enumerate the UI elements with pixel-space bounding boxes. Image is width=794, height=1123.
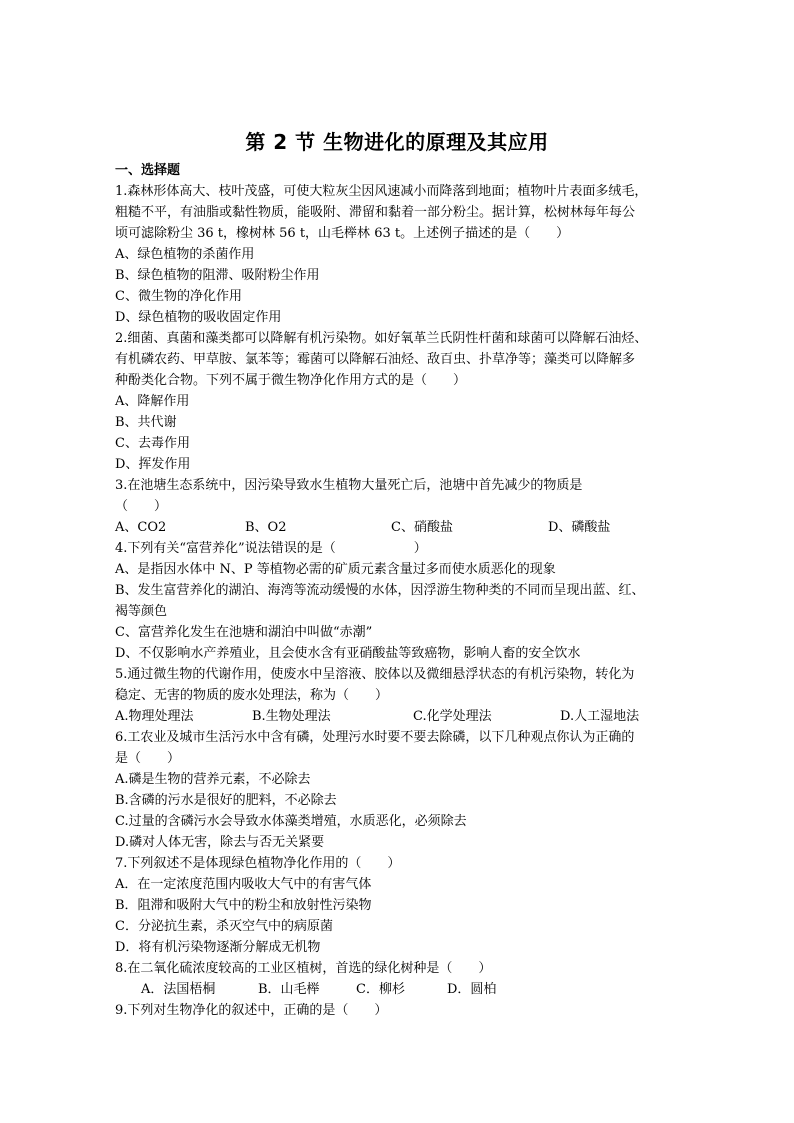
- question-1-text-line-3: 顷可滤除粉尘 36 t，橡树林 56 t，山毛榉林 63 t。上述例子描述的是（ ）: [115, 226, 570, 241]
- question-6-option-c: C.过量的含磷污水会导致水体藻类增殖，水质恶化，必须除去: [115, 814, 467, 829]
- question-5-option-a: A.物理处理法: [115, 709, 194, 724]
- question-4-text-line-1: 4.下列有关“富营养化”说法错误的是（ ）: [115, 541, 427, 556]
- question-2-text-line-1: 2.细菌、真菌和藻类都可以降解有机污染物。如好氧革兰氏阴性杆菌和球菌可以降解石油烃、: [115, 331, 648, 346]
- question-6-option-a: A.磷是生物的营养元素，不必除去: [115, 772, 311, 787]
- question-3-option-b: B、O2: [245, 520, 287, 535]
- question-8-option-b: B．山毛榉: [258, 982, 320, 997]
- question-1-option-c: C、微生物的净化作用: [115, 289, 242, 304]
- question-2-text-line-2: 有机磷农药、甲草胺、氯苯等；霉菌可以降解石油烃、敌百虫、扑草净等；藻类可以降解多: [115, 352, 636, 367]
- question-2-option-c: C、去毒作用: [115, 436, 190, 451]
- question-7-option-c: C．分泌抗生素，杀灭空气中的病原菌: [115, 919, 333, 934]
- question-3-text-line-2: （ ）: [115, 499, 168, 514]
- question-2-option-d: D、挥发作用: [115, 457, 191, 472]
- question-6-option-d: D.磷对人体无害，除去与否无关紧要: [115, 835, 325, 850]
- section-heading: 一、选择题: [115, 163, 181, 178]
- question-4-option-b-line-1: B、发生富营养化的湖泊、海湾等流动缓慢的水体，因浮游生物种类的不同而呈现出蓝、红、: [115, 583, 645, 598]
- question-3-option-d: D、磷酸盐: [548, 520, 611, 535]
- question-7-text-line-1: 7.下列叙述不是体现绿色植物净化作用的（ ）: [115, 856, 401, 871]
- question-5-option-d: D.人工湿地法: [560, 709, 640, 724]
- question-2-option-b: B、共代谢: [115, 415, 177, 430]
- question-6-text-line-2: 是（ ）: [115, 751, 181, 766]
- question-1-option-d: D、绿色植物的吸收固定作用: [115, 310, 282, 325]
- question-9-text-line-1: 9.下列对生物净化的叙述中，正确的是（ ）: [115, 1003, 388, 1018]
- question-2-text-line-3: 种酚类化合物。下列不属于微生物净化作用方式的是（ ）: [115, 373, 467, 388]
- question-8-options: [115, 979, 685, 1000]
- question-7-option-d: D．将有机污染物逐渐分解成无机物: [115, 940, 321, 955]
- page-title: 第 2 节 生物进化的原理及其应用: [245, 130, 549, 154]
- question-3-options: [115, 517, 685, 538]
- question-5-option-c: C.化学处理法: [413, 709, 492, 724]
- question-4-option-c: C、富营养化发生在池塘和湖泊中叫做“赤潮”: [115, 625, 373, 640]
- question-1-option-a: A、绿色植物的杀菌作用: [115, 247, 255, 262]
- question-list: [115, 160, 685, 1021]
- question-6-option-b: B.含磷的污水是很好的肥料，不必除去: [115, 793, 337, 808]
- question-8-option-d: D．圆柏: [447, 982, 497, 997]
- question-1-text-line-2: 粗糙不平，有油脂或黏性物质，能吸附、滞留和黏着一部分粉尘。据计算，松树林每年每公: [115, 205, 636, 220]
- question-5-text-line-2: 稳定、无害的物质的废水处理法，称为（ ）: [115, 688, 389, 703]
- question-3-option-c: C、硝酸盐: [391, 520, 453, 535]
- question-4-option-b-line-2: 褐等颜色: [115, 604, 168, 619]
- question-6-text-line-1: 6.工农业及城市生活污水中含有磷，处理污水时要不要去除磷，以下几种观点你认为正确的: [115, 730, 635, 745]
- question-5-option-b: B.生物处理法: [252, 709, 331, 724]
- question-5-text-line-1: 5.通过微生物的代谢作用，使废水中呈溶液、胶体以及微细悬浮状态的有机污染物，转化为: [115, 667, 635, 682]
- question-4-option-d: D、不仅影响水产养殖业，且会使水含有亚硝酸盐等致癌物，影响人畜的安全饮水: [115, 646, 581, 661]
- question-5-options: [115, 706, 685, 727]
- question-1-option-b: B、绿色植物的阻滞、吸附粉尘作用: [115, 268, 320, 283]
- question-1-text-line-1: 1.森林形体高大、枝叶茂盛，可使大粒灰尘因风速减小而降落到地面；植物叶片表面多绒毛，: [115, 184, 648, 199]
- question-4-option-a: A、是指因水体中 N、P 等植物必需的矿质元素含量过多而使水质恶化的现象: [115, 562, 556, 577]
- question-2-option-a: A、降解作用: [115, 394, 190, 409]
- question-7-option-b: B．阻滞和吸附大气中的粉尘和放射性污染物: [115, 898, 372, 913]
- question-8-text-line-1: 8.在二氧化硫浓度较高的工业区植树，首选的绿化树种是（ ）: [115, 961, 492, 976]
- question-3-text-line-1: 3.在池塘生态系统中，因污染导致水生植物大量死亡后，池塘中首先减少的物质是: [115, 478, 583, 493]
- question-8-option-c: C．柳杉: [356, 982, 405, 997]
- question-7-option-a: A．在一定浓度范围内吸收大气中的有害气体: [115, 877, 372, 892]
- question-3-option-a: A、CO2: [115, 520, 167, 535]
- question-8-option-a: A．法国梧桐: [141, 982, 216, 997]
